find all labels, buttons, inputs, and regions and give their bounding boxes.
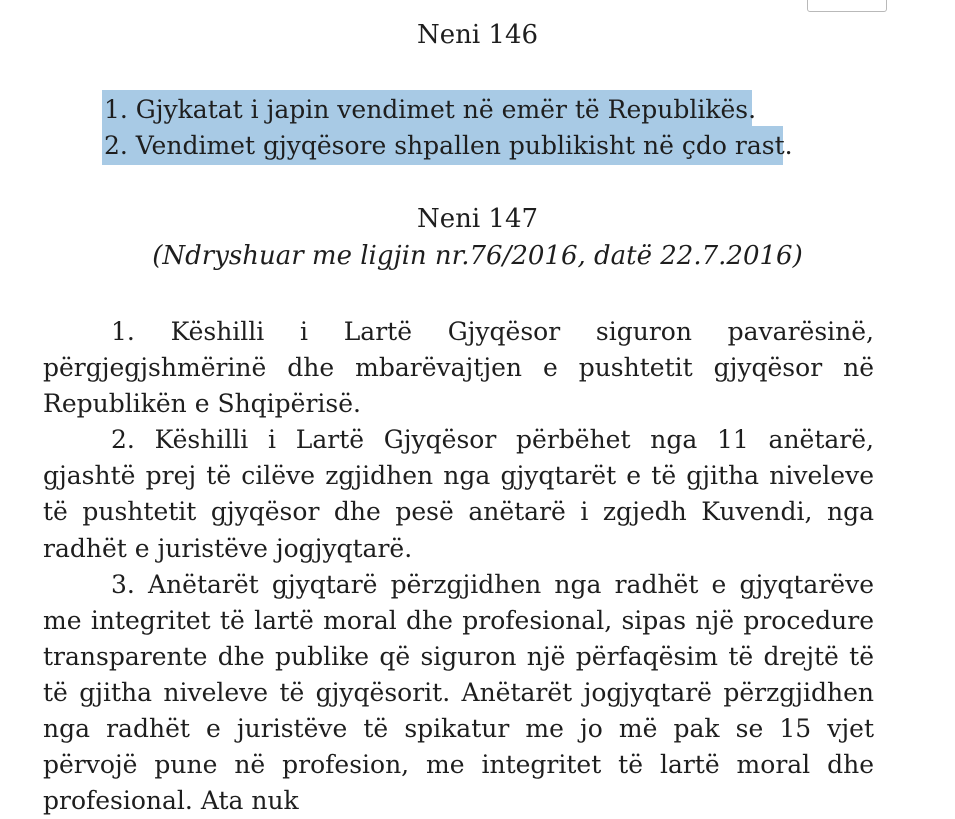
article-147-paragraph-2: 2. Këshilli i Lartë Gjyqësor përbëhet nga 11 anëtarë, gjashtë prej të cilëve zgjidhen nga gjyqtarët e të gjitha niveleve të pushtetit gjyqësor dhe pesë anëtarë i zgjedh Kuvendi, nga radhët e juristëve jogjyqtarë. (43, 425, 874, 563)
article-147-paragraph-1: 1. Këshilli i Lartë Gjyqësor siguron pavarësinë, përgjegjshmërinë dhe mbarëvajtjen e pushtetit gjyqësor në Republikën e Shqipërisë. (43, 317, 874, 419)
toolbar-popup-edge (807, 0, 887, 12)
article-147-paragraph-3: 3. Anëtarët gjyqtarë përzgjidhen nga radhët e gjyqtarëve me integritet të lartë moral dhe profesional, sipas një procedure transparente dhe publike që siguron një përfaqësim të drejtë të të gjitha niveleve të gjyqësorit. Anëtarët jogjyqtarë përzgjidhen nga radhët e juristëve të spikatur me jo më pak se 15 vjet përvojë pune në profesion, me integritet të lartë moral dhe profesional. Ata nuk (43, 569, 874, 816)
article-146-heading: Neni 146 (416, 20, 539, 50)
article-146-item-2-selected[interactable]: 2. Vendimet gjyqësore shpallen publikisht në çdo rast. (102, 126, 783, 165)
article-146-item-1-selected[interactable]: 1. Gjykatat i japin vendimet në emër të Republikës. (102, 90, 752, 129)
article-147-body (43, 314, 874, 819)
amendment-note: (Ndryshuar me ligjin nr.76/2016, datë 22.7.2016) (152, 241, 803, 271)
article-147-heading: Neni 147 (416, 204, 539, 234)
